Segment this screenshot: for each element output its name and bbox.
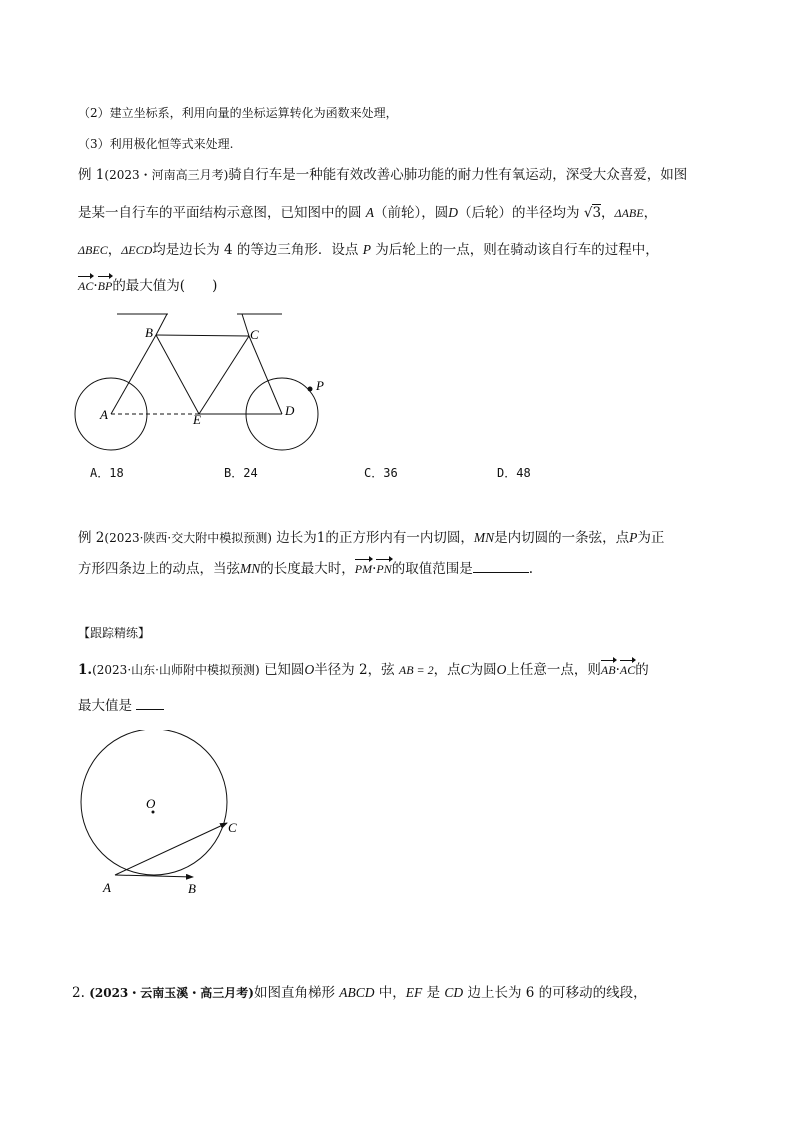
vector-AC-p1: AC: [619, 663, 636, 677]
example1-prefix: 例 1: [78, 167, 105, 183]
example2-line2: 方形四条边上的动点，当弦MN的长度最大时，PM·PN的取值范围是 .: [78, 561, 534, 577]
segment-AB: [111, 335, 156, 414]
label-B: B: [145, 325, 153, 340]
label-D: D: [285, 403, 295, 418]
example1-line2: 是某一自行车的平面结构示意图，已知图中的圆 A（前轮），圆D（后轮）的半径均为 √3，ΔABE，: [78, 205, 658, 221]
option-b[interactable]: B．24: [224, 466, 258, 480]
seatpost: [242, 314, 249, 336]
bicycle-figure: [70, 305, 340, 455]
method-3: （3）利用极化恒等式来处理.: [78, 137, 234, 151]
label-E: E: [193, 412, 201, 427]
vector-AC: AC: [78, 279, 94, 293]
segment-BE: [156, 335, 199, 414]
example1-line3: ΔBEC，ΔECD均是边长为 4 的等边三角形．设点 P 为后轮上的一点，则在骑动该自行车的过程中，: [78, 242, 659, 258]
method-2: （2）建立坐标系，利用向量的坐标运算转化为函数来处理，: [78, 106, 398, 120]
practice2-line1: 2. (2023・云南玉溪・高三月考)如图直角梯形 ABCD 中，EF 是 CD 边上长为 6 的可移动的线段，: [72, 985, 647, 1001]
option-d[interactable]: D．48: [497, 466, 531, 480]
example1-line4: AC·BP的最大值为( ): [78, 278, 218, 294]
vector-PM: PM: [354, 562, 373, 576]
label-A-p1: A: [103, 880, 111, 895]
segment-CD: [249, 336, 282, 414]
vector-BP: BP: [97, 279, 113, 293]
label-A: A: [100, 407, 108, 422]
sqrt: √3: [583, 205, 602, 221]
label-O: O: [146, 796, 156, 811]
label-P: P: [316, 378, 324, 393]
circle-figure: [70, 730, 270, 900]
practice-heading: 【跟踪精练】: [78, 626, 151, 640]
answer-blank-p1[interactable]: [136, 709, 164, 710]
label-B-p1: B: [188, 881, 196, 896]
option-c[interactable]: C．36: [364, 466, 398, 480]
segment-CE: [199, 336, 249, 414]
practice1-line1: 1.(2023·山东·山师附中模拟预测) 已知圆O半径为 2，弦 AB = 2，点C为圆O上任意一点，则AB·AC的: [78, 662, 649, 678]
point-P: [308, 387, 313, 392]
label-C: C: [250, 327, 259, 342]
vector-PN: PN: [376, 562, 392, 576]
fork-top: [156, 314, 167, 335]
example2-line1: 例 2(2023·陕西·交大附中模拟预测) 边长为1的正方形内有一内切圆，MN是内切圆的一条弦，点P为正: [78, 530, 665, 546]
vector-AB: AB: [600, 663, 616, 677]
practice1-line2: 最大值是: [78, 697, 164, 715]
example1-source: (2023・河南高三月考): [104, 168, 229, 182]
option-a[interactable]: A．18: [90, 466, 124, 480]
label-C-p1: C: [228, 820, 237, 835]
segment-BC: [156, 335, 249, 336]
answer-blank-ex2[interactable]: [473, 572, 529, 573]
example1-line1: 例 1(2023・河南高三月考)骑自行车是一种能有效改善心肺功能的耐力性有氧运动，深受大众喜爱，如图: [78, 167, 688, 183]
